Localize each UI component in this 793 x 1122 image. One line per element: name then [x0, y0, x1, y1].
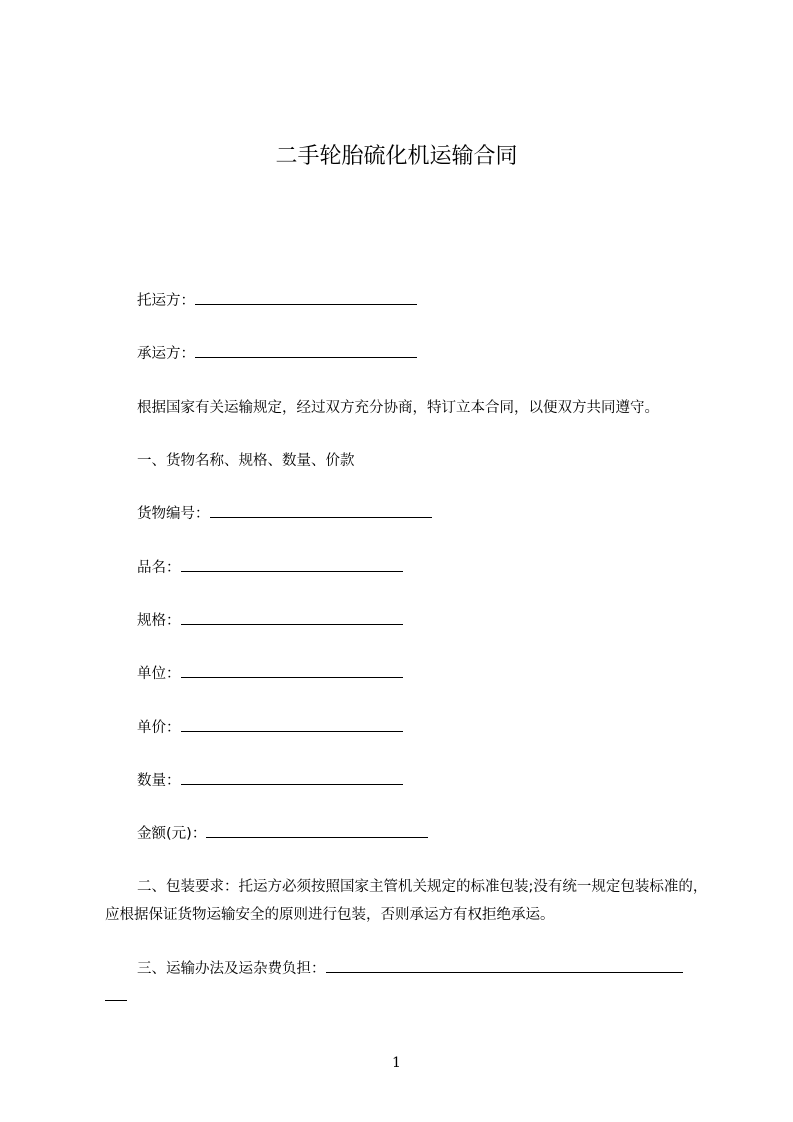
section3-paragraph — [105, 955, 717, 1011]
goods-no-label: 货物编号： — [137, 506, 210, 522]
product-name-label: 品名： — [137, 560, 181, 576]
unit-label: 单位： — [137, 666, 181, 682]
section3-blank-continued[interactable] — [105, 988, 127, 1001]
quantity-blank[interactable] — [181, 772, 403, 785]
section2-paragraph — [105, 873, 717, 929]
spec-label: 规格： — [137, 613, 181, 629]
unit-line — [137, 665, 403, 683]
spec-blank[interactable] — [181, 612, 403, 625]
spec-line — [137, 612, 403, 630]
section2-text: 二、包装要求：托运方必须按照国家主管机关规定的标准包装;没有统一规定包装标准的，应根据保证货物运输安全的原则进行包装，否则承运方有权拒绝承运。 — [105, 879, 708, 923]
product-name-blank[interactable] — [181, 559, 403, 572]
amount-label: 金额(元)： — [137, 826, 207, 842]
unit-price-label: 单价： — [137, 720, 181, 736]
quantity-label: 数量： — [137, 773, 181, 789]
unit-price-line — [137, 719, 403, 737]
shipper-line — [137, 292, 417, 310]
quantity-line — [137, 772, 403, 790]
goods-no-blank[interactable] — [210, 505, 432, 518]
section3-label: 三、运输办法及运杂费负担： — [137, 961, 326, 977]
section3-blank[interactable] — [326, 960, 683, 973]
product-name-line — [137, 559, 403, 577]
document-title: 二手轮胎硫化机运输合同 — [275, 144, 518, 169]
unit-blank[interactable] — [181, 665, 403, 678]
amount-line — [137, 825, 428, 843]
goods-no-line — [137, 505, 432, 523]
shipper-blank[interactable] — [195, 292, 417, 305]
page-number: 1 — [392, 1055, 401, 1071]
amount-blank[interactable] — [206, 825, 428, 838]
carrier-blank[interactable] — [195, 345, 417, 358]
shipper-label: 托运方： — [137, 293, 195, 309]
carrier-label: 承运方： — [137, 346, 195, 362]
intro-text: 根据国家有关运输规定，经过双方充分协商，特订立本合同，以便双方共同遵守。 — [137, 400, 659, 416]
carrier-line — [137, 345, 417, 363]
unit-price-blank[interactable] — [181, 719, 403, 732]
section1-heading: 一、货物名称、规格、数量、价款 — [137, 453, 355, 469]
